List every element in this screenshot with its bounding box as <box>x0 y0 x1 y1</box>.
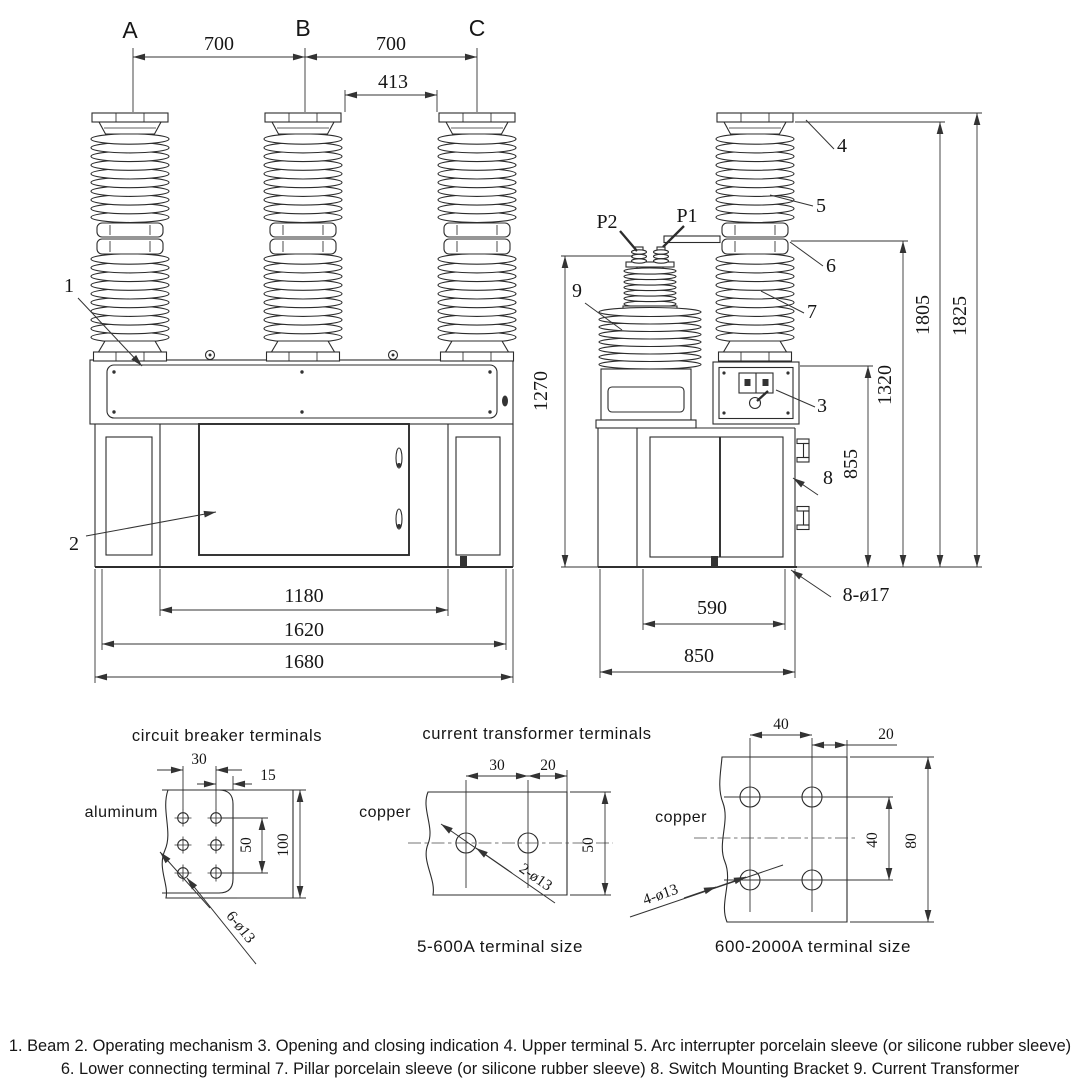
mounting-bracket-upper <box>797 439 809 462</box>
dim-breaker-100: 100 <box>275 833 292 857</box>
dim-1825: 1825 <box>949 296 971 336</box>
front-top-dimensions <box>122 15 485 112</box>
dim-large-80: 80 <box>903 833 920 849</box>
dim-large-holes: 4-ø13 <box>640 880 681 909</box>
part-label-indication: 3 <box>817 395 827 417</box>
pillar-mounting-box <box>713 362 799 424</box>
legend <box>9 1037 1071 1078</box>
front-bottom-dimensions <box>95 569 513 683</box>
ct-terminal-p1 <box>654 247 669 263</box>
detail-breaker-title: circuit breaker terminals <box>131 727 323 745</box>
dim-413: 413 <box>378 71 408 93</box>
current-transformer <box>596 205 720 428</box>
dim-breaker-holes: 6-ø13 <box>222 907 259 947</box>
detail-breaker-terminals <box>85 727 322 964</box>
detail-large-terminals <box>630 716 934 956</box>
dim-1270: 1270 <box>530 371 552 411</box>
dim-ct-holes: 2-ø13 <box>515 859 556 895</box>
dim-breaker-50: 50 <box>238 837 255 853</box>
detail-ct-title: current transformer terminals <box>422 725 652 743</box>
part-label-upper-terminal: 4 <box>837 135 847 157</box>
operating-mechanism-box <box>199 424 409 555</box>
dim-1320: 1320 <box>874 365 896 405</box>
front-view <box>64 15 516 683</box>
side-view <box>530 113 982 678</box>
dim-8-holes: 8-ø17 <box>842 584 890 606</box>
dim-ct-50: 50 <box>580 837 597 853</box>
dim-590: 590 <box>697 597 727 619</box>
dim-large-20: 20 <box>878 726 894 743</box>
mounting-bracket-lower <box>797 507 809 530</box>
large-terminal-plate <box>720 757 847 922</box>
dim-ct-20: 20 <box>540 757 556 774</box>
part-label-pillar-sleeve: 7 <box>807 301 817 323</box>
front-columns <box>91 113 516 361</box>
dim-1805: 1805 <box>912 295 934 335</box>
beam-fitting <box>502 396 508 407</box>
dim-breaker-15: 15 <box>260 767 276 784</box>
phase-label-c: C <box>468 15 486 41</box>
part-label-lower-terminal: 6 <box>826 255 836 277</box>
dim-ct-30: 30 <box>489 757 505 774</box>
dim-700-bc: 700 <box>376 33 406 55</box>
legend-line-1: 1. Beam 2. Operating mechanism 3. Opening and closing indication 4. Upper terminal 5. Arc interrupter porcelain sleeve (or silicone rubber sleeve) <box>8 1037 1072 1055</box>
part-label-ct: 9 <box>572 280 582 302</box>
dim-855: 855 <box>840 449 862 479</box>
part-label-bracket: 8 <box>823 467 833 489</box>
insulator-column-c <box>438 113 516 361</box>
pillar-insulator <box>716 113 794 361</box>
side-door <box>650 437 783 557</box>
detail-ct-caption: 5-600A terminal size <box>416 937 584 956</box>
terminal-label-p1: P1 <box>676 205 698 227</box>
material-label-copper-1: copper <box>359 804 411 821</box>
insulator-column-b <box>264 113 342 361</box>
material-label-copper-2: copper <box>655 809 707 826</box>
part-label-arc-sleeve: 5 <box>816 195 826 217</box>
detail-ct-terminals <box>359 725 652 956</box>
material-label-aluminum: aluminum <box>84 804 158 821</box>
dim-1620: 1620 <box>284 619 324 641</box>
part-label-beam: 1 <box>64 275 74 297</box>
dim-1680: 1680 <box>284 651 324 673</box>
legend-line-2: 6. Lower connecting terminal 7. Pillar porcelain sleeve (or silicone rubber sleeve) 8. Switch Mounting Bracket 9. Current Transformer <box>60 1060 1020 1078</box>
detail-large-caption: 600-2000A terminal size <box>714 937 912 956</box>
ground-symbol <box>711 556 718 567</box>
dim-700-ab: 700 <box>204 33 234 55</box>
side-frame <box>598 428 809 567</box>
part-label-mechanism: 2 <box>69 533 79 555</box>
dim-breaker-30: 30 <box>191 751 207 768</box>
phase-label-b: B <box>295 15 311 41</box>
front-frame <box>95 424 513 567</box>
dim-1180: 1180 <box>284 585 324 607</box>
terminal-label-p2: P2 <box>596 211 618 233</box>
ct-terminal-p2 <box>632 247 647 263</box>
dim-large-40b: 40 <box>864 832 881 848</box>
dim-large-40: 40 <box>773 716 789 733</box>
dim-850: 850 <box>684 645 714 667</box>
ground-symbol <box>460 556 467 567</box>
phase-label-a: A <box>122 17 138 43</box>
